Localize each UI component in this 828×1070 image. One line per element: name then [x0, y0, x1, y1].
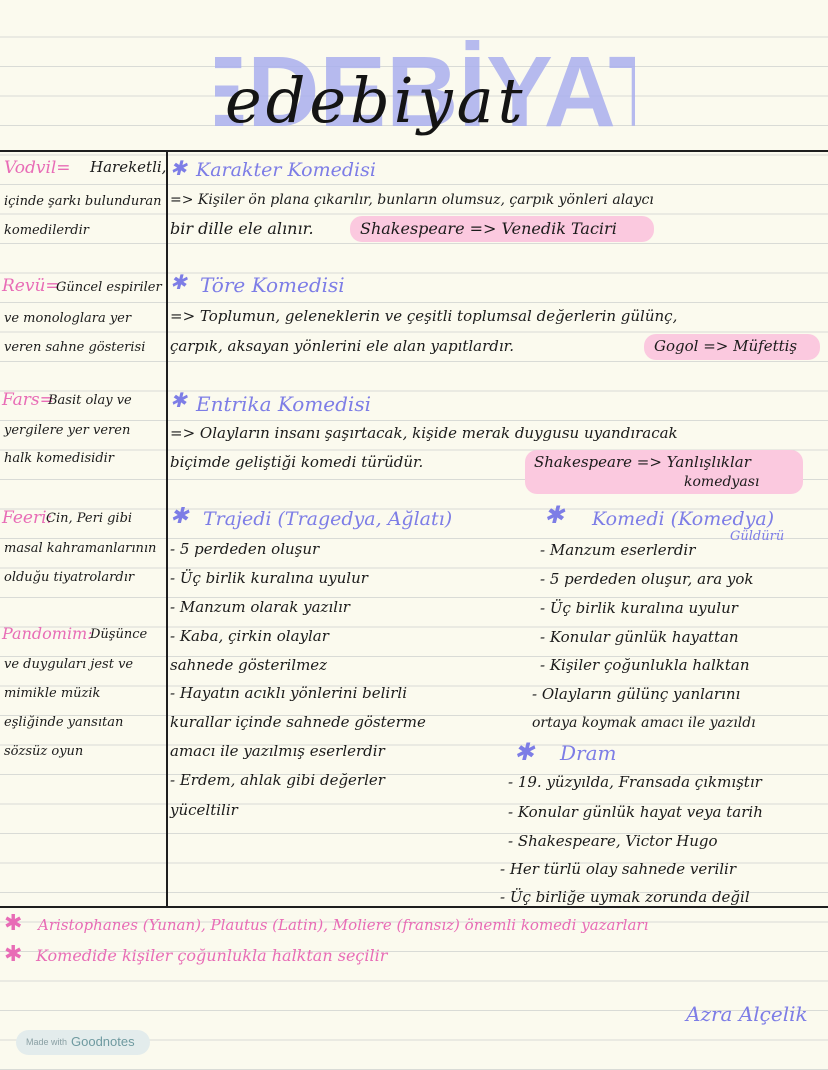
trajedi-line: kurallar içinde sahnede gösterme	[170, 713, 426, 731]
tore-star-icon: ✱	[170, 270, 187, 294]
pandomim-term: Pandomim:	[2, 624, 93, 643]
pandomim-line-5: sözsüz oyun	[4, 744, 84, 759]
vodvil-line-1: Hareketli,	[90, 158, 167, 176]
feeri-line-3: olduğu tiyatrolardır	[4, 570, 135, 585]
feeri-line-2: masal kahramanlarının	[4, 541, 157, 556]
fars-term: Fars=	[2, 390, 54, 410]
revu-line-2: ve monologlara yer	[4, 311, 132, 326]
tore-example: Gogol => Müfettiş	[654, 337, 798, 355]
signature: Azra Alçelik	[686, 1002, 808, 1026]
revu-line-1: Güncel espiriler	[56, 280, 162, 295]
pandomim-line-1: Düşünce	[90, 627, 148, 642]
trajedi-line: yüceltilir	[170, 801, 238, 819]
trajedi-line: - Manzum olarak yazılır	[170, 598, 350, 616]
trajedi-line: sahnede gösterilmez	[170, 656, 328, 674]
karakter-star-icon: ✱	[170, 156, 187, 180]
title-script: edebiyat	[225, 64, 527, 137]
vodvil-line-3: komedilerdir	[4, 223, 89, 238]
trajedi-line: - Kaba, çirkin olaylar	[170, 627, 329, 645]
karakter-example: Shakespeare => Venedik Taciri	[360, 219, 617, 238]
tore-line-2: çarpık, aksayan yönlerini ele alan yapıtlardır.	[170, 337, 514, 355]
title-watermark-text: DEBİYA	[247, 36, 609, 138]
vodvil-term: Vodvil=	[4, 158, 71, 178]
pandomim-line-3: mimikle müzik	[4, 686, 101, 701]
tore-heading: Töre Komedisi	[200, 273, 345, 297]
table-top-border	[0, 150, 828, 152]
dram-line: - 19. yüzyılda, Fransada çıkmıştır	[508, 773, 762, 791]
table-bottom-border	[0, 906, 828, 908]
dram-star-icon: ✱	[514, 738, 535, 766]
footer-note-2: Komedide kişiler çoğunlukla halktan seçilir	[36, 946, 388, 965]
komedi-line: ortaya koymak amacı ile yazıldı	[532, 715, 756, 731]
entrika-line-2: biçimde geliştiği komedi türüdür.	[170, 453, 424, 471]
entrika-star-icon: ✱	[170, 388, 187, 412]
entrika-heading: Entrika Komedisi	[196, 392, 371, 416]
table-column-divider	[166, 150, 168, 906]
entrika-example-line-2: komedyası	[684, 474, 760, 490]
pandomim-line-2: ve duyguları jest ve	[4, 657, 134, 672]
badge-brand: Goodnotes	[71, 1034, 135, 1049]
trajedi-line: - Hayatın acıklı yönlerini belirli	[170, 684, 407, 702]
trajedi-star-icon: ✱	[170, 504, 189, 529]
trajedi-line: - Üç birlik kuralına uyulur	[170, 569, 368, 587]
trajedi-heading: Trajedi (Tragedya, Ağlatı)	[203, 508, 453, 530]
fars-line-2: yergilere yer veren	[4, 423, 131, 438]
komedi-line: - Üç birlik kuralına uyulur	[540, 599, 738, 617]
trajedi-line: amacı ile yazılmış eserlerdir	[170, 742, 385, 760]
dram-line: - Konular günlük hayat veya tarih	[508, 803, 763, 821]
feeri-line-1: Cin, Peri gibi	[46, 511, 133, 526]
komedi-subheading: Güldürü	[730, 529, 785, 544]
footer-star-icon: ✱	[4, 911, 23, 936]
footer-note-1: Aristophanes (Yunan), Plautus (Latin), Moliere (fransız) önemli komedi yazarları	[38, 916, 649, 934]
komedi-heading: Komedi (Komedya)	[592, 508, 775, 530]
goodnotes-badge	[16, 1030, 150, 1055]
trajedi-line: - Erdem, ahlak gibi değerler	[170, 771, 385, 789]
entrika-line-1: => Olayların insanı şaşırtacak, kişide merak duygusu uyandıracak	[170, 424, 678, 442]
feeri-term: Feeri:	[2, 508, 53, 528]
revu-line-3: veren sahne gösterisi	[4, 340, 146, 355]
karakter-heading: Karakter Komedisi	[196, 159, 376, 181]
pandomim-line-4: eşliğinde yansıtan	[4, 715, 124, 730]
tore-line-1: => Toplumun, geleneklerin ve çeşitli toplumsal değerlerin gülünç,	[170, 307, 678, 325]
vodvil-line-2: içinde şarkı bulunduran	[4, 194, 162, 209]
komedi-line: - Konular günlük hayattan	[540, 628, 739, 646]
dram-line: - Her türlü olay sahnede verilir	[500, 860, 737, 878]
fars-line-3: halk komedisidir	[4, 451, 115, 466]
revu-term: Revü=	[2, 276, 60, 296]
dram-line: - Üç birliğe uymak zorunda değil	[500, 888, 750, 906]
badge-made-with: Made with	[26, 1037, 68, 1047]
entrika-example-line-1: Shakespeare => Yanlışlıklar	[534, 453, 751, 471]
footer-star-icon: ✱	[4, 942, 23, 967]
fars-line-1: Basit olay ve	[48, 393, 132, 408]
dram-line: - Shakespeare, Victor Hugo	[508, 832, 718, 850]
dram-heading: Dram	[560, 741, 617, 765]
trajedi-line: - 5 perdeden oluşur	[170, 540, 320, 558]
karakter-line-1: => Kişiler ön plana çıkarılır, bunların olumsuz, çarpık yönleri alaycı	[170, 192, 654, 208]
karakter-line-2: bir dille ele alınır.	[170, 219, 314, 238]
komedi-line: - Kişiler çoğunlukla halktan	[540, 656, 750, 674]
komedi-line: - Olayların gülünç yanlarını	[532, 685, 741, 703]
komedi-line: - 5 perdeden oluşur, ara yok	[540, 570, 754, 588]
komedi-star-icon: ✱	[544, 501, 565, 529]
komedi-line: - Manzum eserlerdir	[540, 541, 696, 559]
